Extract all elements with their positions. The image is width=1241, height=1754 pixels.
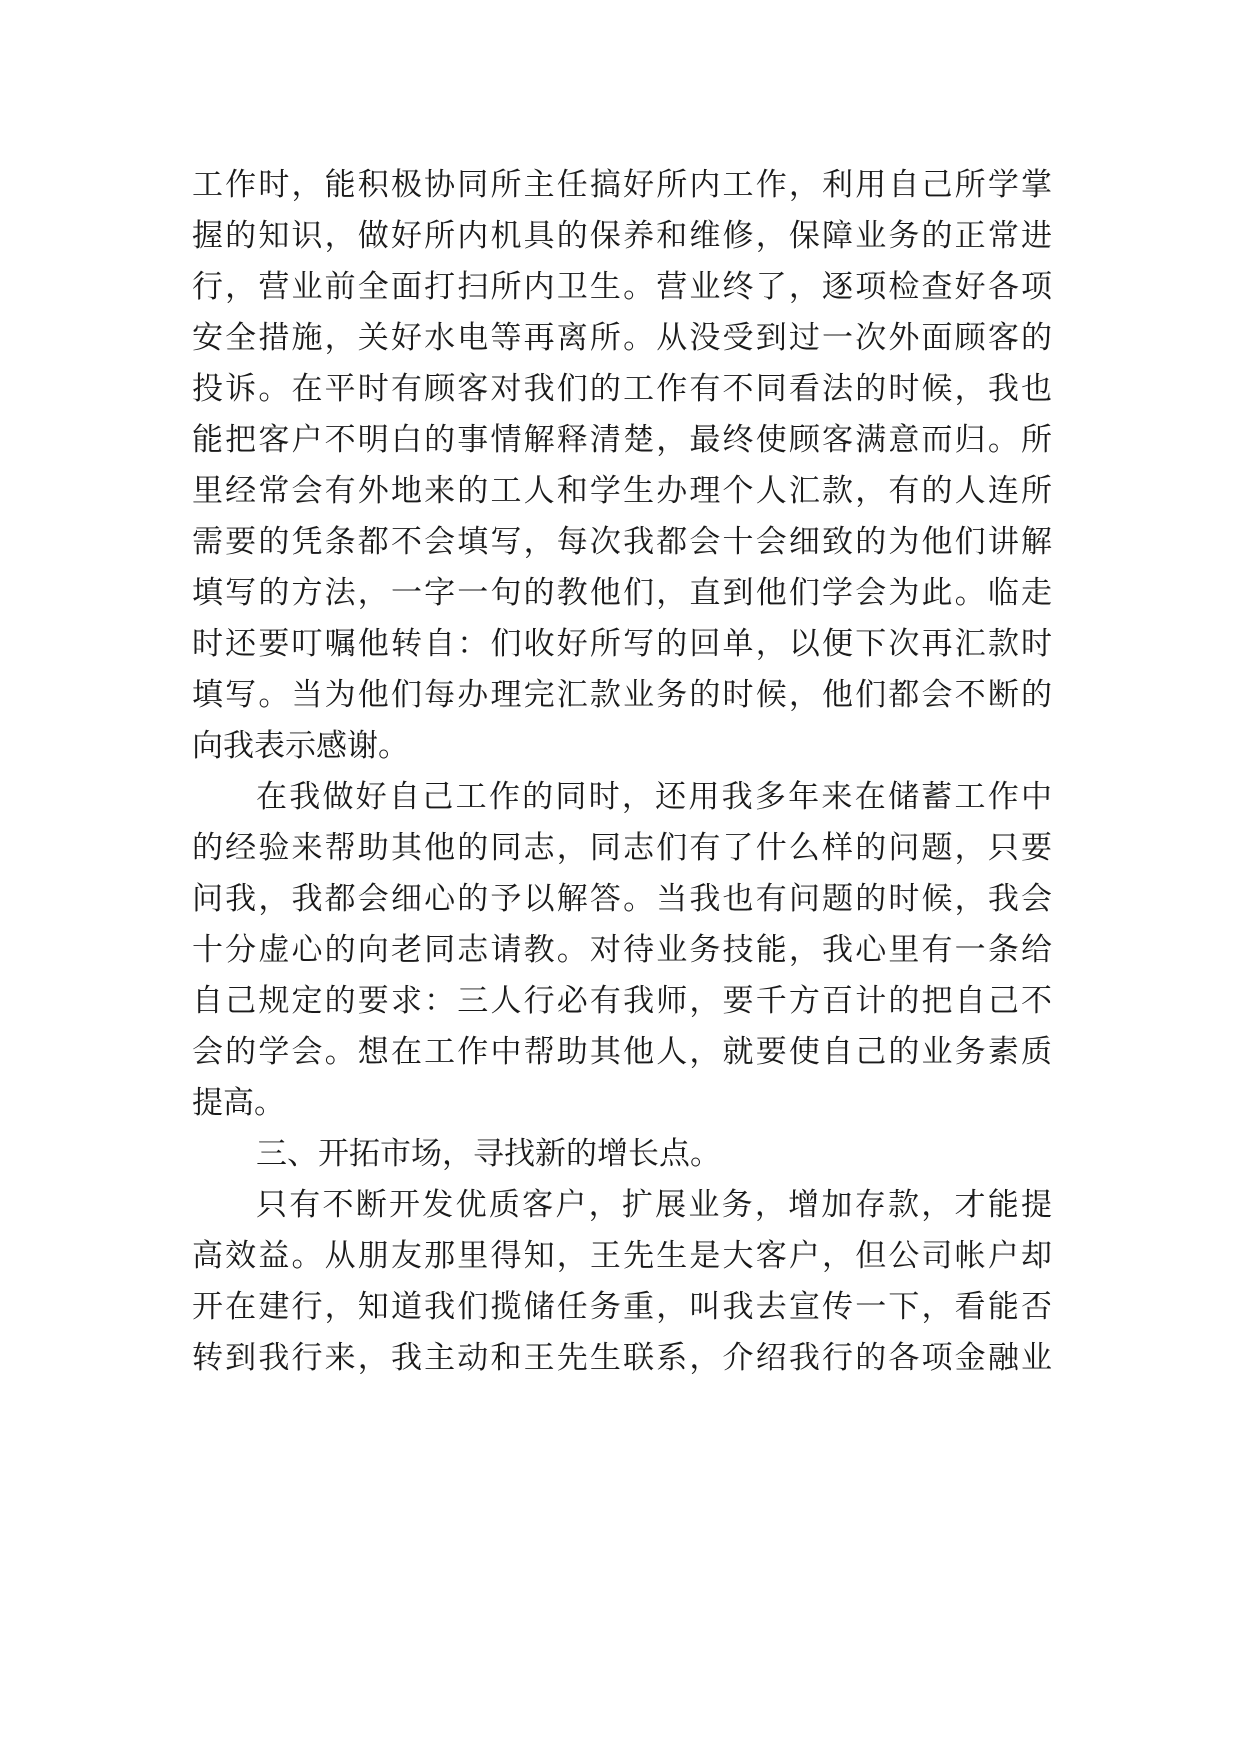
text-line: 握的知识，做好所内机具的保养和维修，保障业务的正常进 [192,218,1052,254]
text-line: 填写。当为他们每办理完汇款业务的时候，他们都会不断的 [192,677,1052,713]
paragraph-2 [192,772,1052,1129]
section-heading-text: 三、开拓市场，寻找新的增长点。 [256,1136,721,1172]
text-line: 提高。 [192,1085,285,1121]
text-line: 安全措施，关好水电等再离所。从没受到过一次外面顾客的 [192,320,1052,356]
section-heading [192,1129,1052,1180]
text-line: 只有不断开发优质客户，扩展业务，增加存款，才能提 [256,1187,1052,1223]
text-line: 转到我行来，我主动和王先生联系，介绍我行的各项金融业 [192,1340,1052,1376]
text-line: 开在建行，知道我们揽储任务重，叫我去宣传一下，看能否 [192,1289,1052,1325]
text-line: 在我做好自己工作的同时，还用我多年来在储蓄工作中 [256,779,1052,815]
text-line: 问我，我都会细心的予以解答。当我也有问题的时候，我会 [192,881,1052,917]
text-line: 行，营业前全面打扫所内卫生。营业终了，逐项检查好各项 [192,269,1052,305]
text-line: 能把客户不明白的事情解释清楚，最终使顾客满意而归。所 [192,422,1052,458]
text-line: 自己规定的要求：三人行必有我师，要千方百计的把自己不 [192,983,1052,1019]
text-line: 十分虚心的向老同志请教。对待业务技能，我心里有一条给 [192,932,1052,968]
text-line: 时还要叮嘱他转自：们收好所写的回单，以便下次再汇款时 [192,626,1052,662]
text-line: 工作时，能积极协同所主任搞好所内工作，利用自己所学掌 [192,167,1052,203]
paragraph-4 [192,1180,1052,1384]
text-line: 需要的凭条都不会填写，每次我都会十会细致的为他们讲解 [192,524,1052,560]
text-line: 填写的方法，一字一句的教他们，直到他们学会为此。临走 [192,575,1052,611]
text-line: 向我表示感谢。 [192,728,409,764]
text-line: 会的学会。想在工作中帮助其他人，就要使自己的业务素质 [192,1034,1052,1070]
document-body [192,160,1052,1384]
text-line: 高效益。从朋友那里得知，王先生是大客户，但公司帐户却 [192,1238,1052,1274]
text-line: 投诉。在平时有顾客对我们的工作有不同看法的时候，我也 [192,371,1052,407]
paragraph-1 [192,160,1052,772]
text-line: 的经验来帮助其他的同志，同志们有了什么样的问题，只要 [192,830,1052,866]
text-line: 里经常会有外地来的工人和学生办理个人汇款，有的人连所 [192,473,1052,509]
